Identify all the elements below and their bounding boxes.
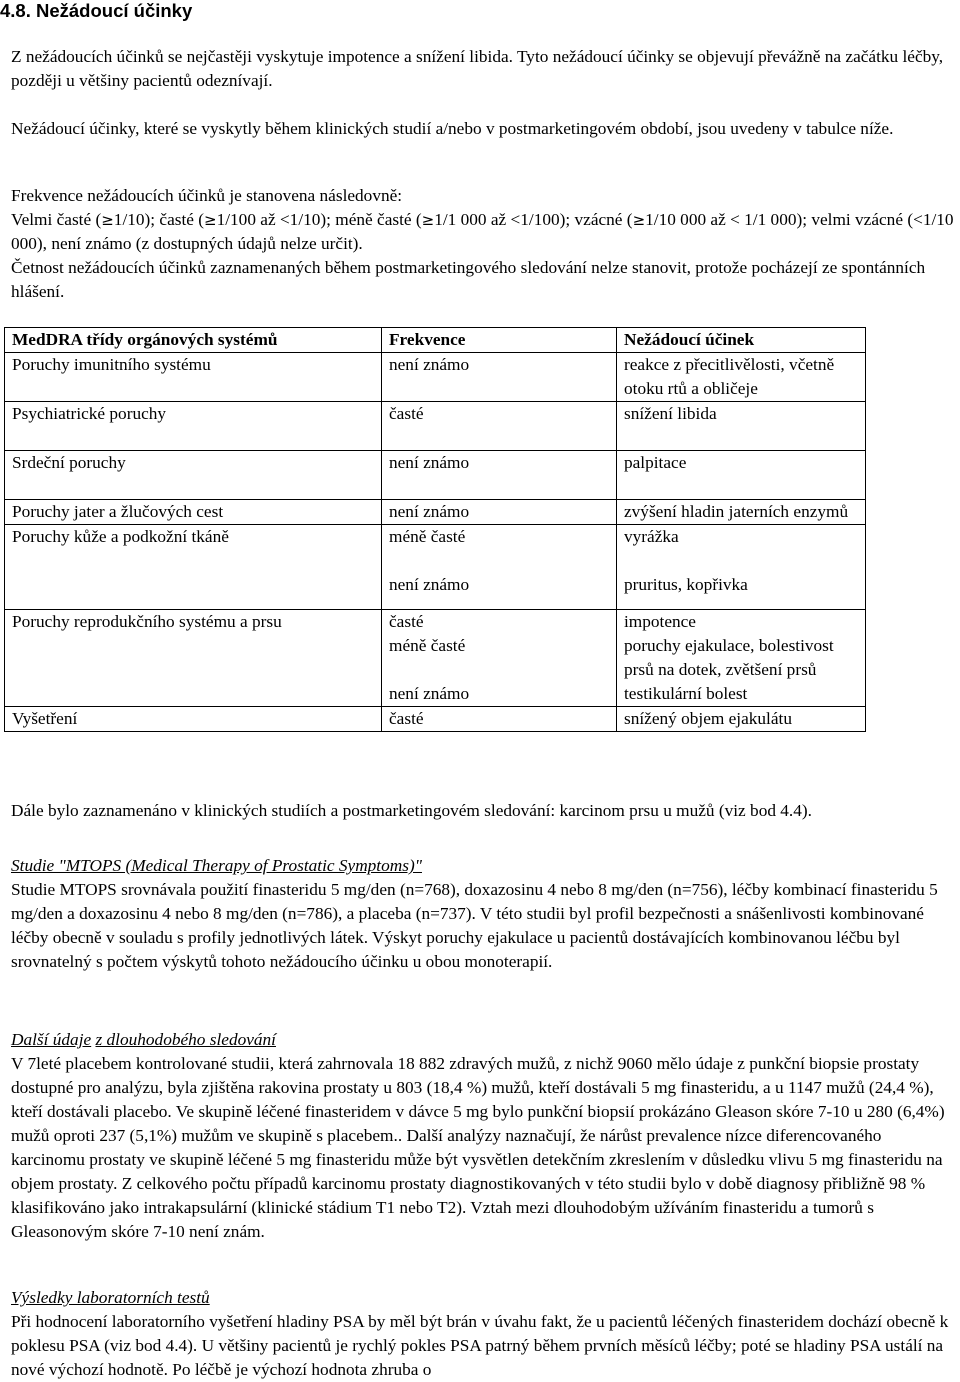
table-row: Poruchy imunitního systému není známo reakce z přecitlivělosti, včetně otoku rtů a obličeje: [5, 353, 866, 402]
table-row: Srdeční poruchy není známo palpitace: [5, 451, 866, 500]
table-row: Vyšetření časté snížený objem ejakulátu: [5, 707, 866, 732]
header-effect: Nežádoucí účinek: [617, 328, 866, 353]
ge-symbol: ≥: [421, 211, 435, 229]
intro-paragraph-2: Nežádoucí účinky, které se vyskytly během klinických studií a/nebo v postmarketingovém období, jsou uvedeny v tabulce níže.: [11, 119, 894, 138]
frequency-categories: Velmi časté (≥1/10); časté (≥1/100 až <1/10); méně časté (≥1/1 000 až <1/100); vzácné (≥1/10 000 až < 1/1 000); velmi vzácné (<1/10 000), není známo (z dostupných údajů nelze určit).: [11, 210, 954, 253]
table-row: méně časté poruchy ejakulace, bolestivost prsů na dotek, zvětšení prsů: [5, 634, 866, 682]
postmarketing-note: Četnost nežádoucích účinků zaznamenaných během postmarketingového sledování nelze stanovit, protože pocházejí ze spontánních hlášení.: [11, 258, 926, 301]
table-row: Poruchy jater a žlučových cest není známo zvýšení hladin jaterních enzymů: [5, 500, 866, 525]
lab-heading: Výsledky laboratorních testů: [11, 1288, 210, 1307]
section-title: 4.8. Nežádoucí účinky: [0, 0, 193, 21]
table-header-row: [5, 328, 866, 353]
longterm-body: V 7leté placebem kontrolované studii, která zahrnovala 18 882 zdravých mužů, z nichž 9060 mělo údaje z punkční biopsie prostaty dostupné pro analýzu, byla zjištěna rakovina prostaty u 803 (18,4 %) mužů, kteří dostávali 5 mg finasteridu, a u 1147 mužů (24,4 %), kteří dostávali placebo. Ve skupině léčené finasteridem v dávce 5 mg bylo punkční biopsií prokázáno Gleason skóre 7-10 u 280 (6,4%) mužů oproti 237 (5,1%) mužům ve skupině s placebem.. Další analýzy naznačují, že nárůst prevalence nízce diferencovaného karcinomu prostaty ve skupině léčené 5 mg finasteridu může být vysvětlen detekčním zkreslením v důsledku vlivu 5 mg finasteridu na objem prostaty. Z celkového počtu případů karcinomu prostaty diagnostikovaných v této studii bylo v době diagnosy přibližně 98 % klasifikováno jako intrakapsulární (klinické stádium T1 nebo T2). Vztah mezi dlouhodobým užíváním finasteridu a tumorů s Gleasonovým skóre 7-10 není znám.: [11, 1054, 945, 1241]
ge-symbol: ≥: [632, 211, 646, 229]
mtops-body: Studie MTOPS srovnávala použití finasteridu 5 mg/den (n=768), doxazosinu 4 nebo 8 mg/den (n=756), léčby kombinací finasteridu 5 mg/den a doxazosinu 4 nebo 8 mg/den (n=786), a placeba (n=737). V této studii byl profil bezpečnosti a snášenlivosti kombinované léčby obecně v souladu s profily jednotlivých látek. Výskyt poruchy ejakulace u pacientů dostávajících kombinovanou léčbu byl srovnatelný s počtem výskytů tohoto nežádoucího účinku u obou monoterapií.: [11, 880, 938, 971]
mtops-section: [11, 854, 956, 974]
ge-symbol: ≥: [204, 211, 217, 229]
table-row: Poruchy reprodukčního systému a prsu časté impotence: [5, 610, 866, 635]
lab-body: Při hodnocení laboratorního vyšetření hladiny PSA by měl být brán v úvahu fakt, že u pacientů léčených finasteridem dochází obecně k poklesu PSA (viz bod 4.4). U většiny pacientů je rychlý pokles PSA patrný během prvních měsíců léčby; poté se hladiny PSA ustálí na nové výchozí hodnotě. Po léčbě je výchozí hodnota zhruba o: [11, 1312, 949, 1379]
ge-symbol: ≥: [101, 211, 114, 229]
table-row: není známo pruritus, kopřivka: [5, 573, 866, 610]
frequency-definition: [11, 184, 956, 304]
table-row: Poruchy kůže a podkožní tkáně méně časté vyrážka: [5, 525, 866, 574]
frequency-intro: Frekvence nežádoucích účinků je stanovena následovně:: [11, 186, 403, 205]
mtops-heading: Studie "MTOPS (Medical Therapy of Prostatic Symptoms)": [11, 856, 422, 875]
intro-paragraph-1: Z nežádoucích účinků se nejčastěji vyskytuje impotence a snížení libida. Tyto nežádoucí účinky se objevují převážně na začátku léčby, později u většiny pacientů odeznívají.: [11, 47, 944, 90]
header-frequency: Frekvence: [382, 328, 617, 353]
table-row: není známo testikulární bolest: [5, 682, 866, 707]
table-row: Psychiatrické poruchy časté snížení libida: [5, 402, 866, 451]
adverse-effects-table: [4, 327, 866, 732]
after-table-note: Dále bylo zaznamenáno v klinických studiích a postmarketingovém sledování: karcinom prsu u mužů (viz bod 4.4).: [11, 801, 812, 820]
longterm-section: [11, 1028, 956, 1244]
longterm-heading: Další údaje z dlouhodobého sledování: [11, 1030, 276, 1049]
lab-section: [11, 1286, 956, 1382]
header-system: MedDRA třídy orgánových systémů: [5, 328, 382, 353]
